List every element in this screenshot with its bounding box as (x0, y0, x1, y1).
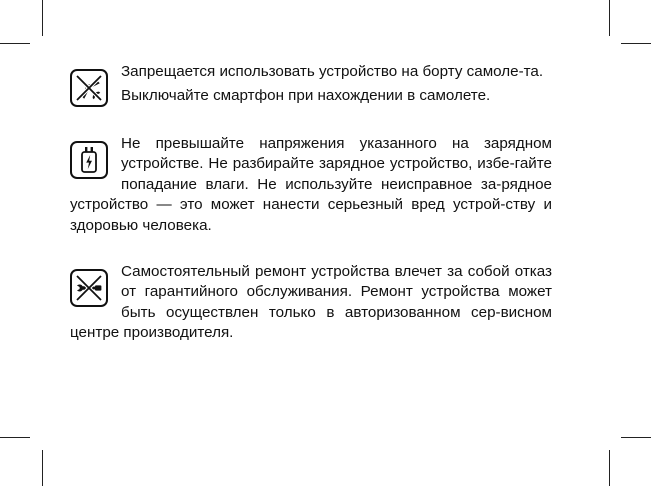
charger-section (70, 134, 552, 236)
crop-mark-top-right-horizontal (621, 43, 651, 44)
safety-instructions (70, 62, 552, 344)
charger-icon (70, 141, 108, 179)
crop-mark-top-left-horizontal (0, 43, 30, 44)
airplane-instruction-text: Выключайте смартфон при нахождении в самолете. (121, 87, 491, 105)
charger-warning-text: Не превышайте напряжения указанного на зарядном устройстве. Не разбирайте зарядное устройство, избе-гайте попадание влаги. Не используйте неисправное за-рядное устройство — это может нанести серьезный вред устрой-ству и здоровью человека. (70, 135, 552, 234)
repair-warning-text: Самостоятельный ремонт устройства влечет за собой отказ от гарантийного обслуживания. Ремонт устройства может быть осуществлен только в авторизованном сер-висном центре производителя. (70, 263, 552, 342)
crop-mark-top-left (42, 0, 43, 36)
repair-section (70, 262, 552, 344)
no-repair-tools-icon (70, 269, 108, 307)
crop-mark-bottom-right-horizontal (621, 437, 651, 438)
crop-mark-top-right (609, 0, 610, 36)
airplane-section (70, 62, 552, 134)
airplane-warning-text: Запрещается использовать устройство на борту самоле-та. (121, 63, 544, 80)
crop-mark-bottom-left-horizontal (0, 437, 30, 438)
no-airplane-icon (70, 69, 108, 107)
